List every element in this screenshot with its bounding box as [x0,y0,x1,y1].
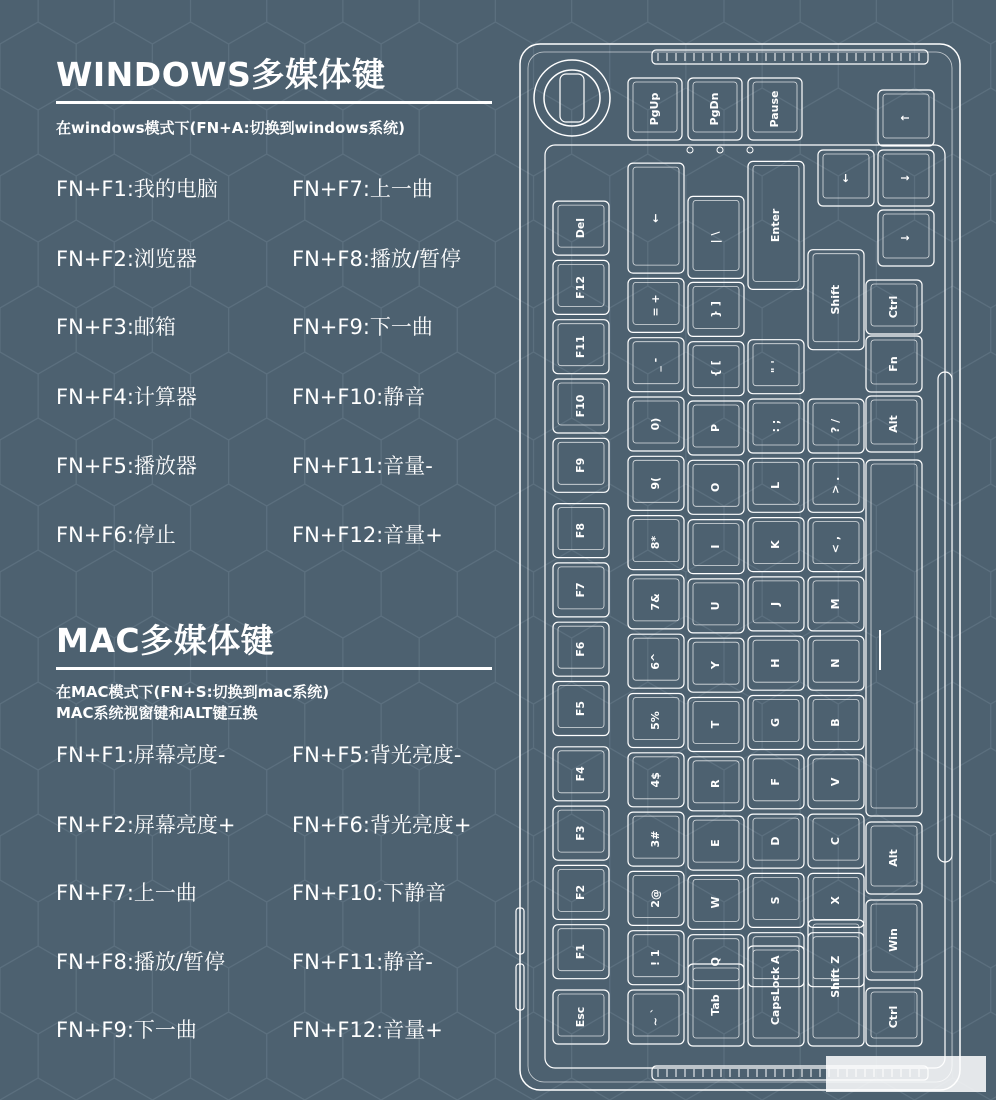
keycap-label: 7& [649,593,662,611]
keycap [628,634,684,688]
keycap [688,935,744,989]
keycap-label: } ] [709,301,722,318]
keycap [688,282,744,336]
keycap [878,90,934,146]
keycap-label: S [769,896,782,905]
keycap [808,636,864,690]
keycap [628,338,684,392]
keycap [808,696,864,750]
keycap-label: H [769,658,782,668]
keycap [748,340,804,394]
keycap [748,696,804,750]
keycap-label: PgDn [708,92,721,126]
keycap-label: P [709,423,722,433]
keycap [818,150,874,206]
keycap [748,518,804,572]
windows-shortcut-item: FN+F5:播放器 [56,454,197,478]
keycap-label: F2 [574,884,587,900]
keycap-label: J [769,601,782,606]
keycap-label: ~ ` [649,1007,662,1027]
keycap-label: A [769,955,782,964]
keycap [748,636,804,690]
keycap [748,755,804,809]
keycap-label: 4$ [649,772,662,788]
keycap-label: Ctrl [887,295,900,319]
keycap-label: ! 1 [649,949,662,966]
keycap [628,575,684,629]
keycap-label: W [709,896,722,909]
keycap-label: ↑ [899,113,912,123]
indicator-led [747,147,753,153]
keycap [808,458,864,512]
keycap-label: F12 [574,275,587,299]
keycap-label: F4 [574,766,587,782]
keycap [688,875,744,929]
windows-shortcut-item: FN+F6:停止 [56,523,176,547]
keycap-label: D [769,836,782,846]
keycap-label: 0) [649,417,662,431]
windows-shortcut-item: FN+F8:播放/暂停 [292,247,461,271]
keycap-label: F6 [574,641,587,657]
keycap [748,814,804,868]
windows-subtitle: 在windows模式下(FN+A:切换到windows系统) [56,119,405,137]
keycap [688,460,744,514]
keycap [688,401,744,455]
keycap [553,990,609,1044]
keycap [553,320,609,374]
windows-shortcut-item: FN+F3:邮箱 [56,315,176,339]
mac-shortcut-item: FN+F10:下静音 [292,881,447,905]
keycap-label: 2@ [649,889,662,908]
keycap [808,399,864,453]
keycap [808,518,864,572]
keycap [688,816,744,870]
keycap-label: > . [829,476,842,494]
indicator-led [717,147,723,153]
keycap-label: ← [649,213,662,223]
keycap [628,78,682,140]
windows-shortcut-item: FN+F11:音量- [292,454,433,478]
mac-shortcut-item: FN+F9:下一曲 [56,1018,197,1042]
keycap [688,757,744,811]
keycap [866,280,922,334]
keycap [866,460,922,816]
knob-grip [560,74,584,122]
keycap-label: F [769,778,782,786]
keycap-label: : ; [769,419,782,433]
keycap [628,694,684,748]
keycap-label: Q [709,957,722,967]
mac-shortcut-item: FN+F2:屏幕亮度+ [56,813,236,837]
keycap [553,201,609,255]
mac-subtitle-note: MAC系统视窗键和ALT键互换 [56,704,258,722]
keycap-label: L [769,481,782,489]
windows-shortcut-item: FN+F4:计算器 [56,385,197,409]
keycap-label: V [829,777,842,787]
keycap [688,342,744,396]
keycap-label: 9( [649,476,662,490]
mac-subtitle: 在MAC模式下(FN+S:切换到mac系统) [56,683,330,701]
keycap-label: C [829,837,842,846]
keycap [553,865,609,919]
keycap-label: PgUp [648,92,661,126]
keycap-label: N [829,658,842,668]
keycap-label: F5 [574,700,587,717]
keycap [866,988,922,1046]
mac-shortcut-item: FN+F6:背光亮度+ [292,813,472,837]
keycap-label: _ - [649,357,662,372]
keycap-label: Y [709,661,722,670]
keycap-label: | \ [709,231,722,244]
keycap [808,933,864,987]
keycap [878,150,934,206]
indicator-led [687,147,693,153]
keycap-label: Shift [829,284,842,315]
keycap-label: Pause [768,90,781,128]
mac-shortcut-item: FN+F11:静音- [292,950,433,974]
keycap [628,278,684,332]
keycap-label: O [709,482,722,492]
keycap [553,925,609,979]
keycap-label: { [ [709,360,722,378]
keycap [628,990,684,1044]
keycap [748,399,804,453]
keycap-label: X [829,896,842,905]
keycap-label: 8* [649,535,662,550]
keycap [553,563,609,617]
keycap-label: E [709,839,722,847]
windows-shortcut-item: FN+F10:静音 [292,385,426,409]
mac-shortcut-item: FN+F8:播放/暂停 [56,950,225,974]
keycap-label: F10 [574,394,587,418]
keycap-label: Esc [574,1006,587,1028]
keycap-label: F11 [574,335,587,359]
windows-shortcut-item: FN+F2:浏览器 [56,247,197,271]
windows-shortcut-item: FN+F9:下一曲 [292,315,433,339]
keycap [688,638,744,692]
keycap [553,747,609,801]
keycap-label: G [769,717,782,728]
keycap-label: F8 [574,523,587,539]
keycap [628,812,684,866]
keycap-label: 6^ [649,652,662,670]
keycap-label: ↓ [899,173,912,183]
keycap-label: = + [649,294,662,317]
windows-shortcut-item: FN+F1:我的电脑 [56,177,218,201]
keycap [688,520,744,574]
keycap [748,161,804,289]
keycap [866,822,922,894]
keycap-label: F9 [574,457,587,473]
mac-title: MAC多媒体键 [56,621,275,660]
keycap-label: CapsLock [769,966,782,1026]
keycap [808,920,864,1046]
keycap-label: Ctrl [887,1005,900,1029]
keycap-label: Del [574,217,587,239]
keycap-label: U [709,601,722,611]
keycap [866,336,922,392]
keycap [688,964,744,1046]
windows-shortcut-item: FN+F12:音量+ [292,523,443,547]
keycap-label: F1 [574,944,587,960]
keycap [748,933,804,987]
keycap [866,900,922,980]
keycap [748,577,804,631]
keyboard-plate [545,145,945,1068]
keycap [878,210,934,266]
keycap-label: Win [887,928,900,952]
keycap-label: K [769,540,782,549]
watermark-overlay [826,1056,986,1092]
mac-shortcut-item: FN+F5:背光亮度- [292,743,462,767]
windows-title: WINDOWS多媒体键 [56,55,386,94]
keycap [808,577,864,631]
keycap [628,871,684,925]
keycap [553,682,609,736]
keycap-label: I [709,544,722,549]
keycap-label: T [709,720,722,729]
keycap [808,814,864,868]
keycap [688,698,744,752]
keycap [748,78,802,140]
knob-ring [534,60,610,136]
keycap [628,163,684,273]
keycap-label: 5% [649,711,662,730]
windows-shortcut-item: FN+F7:上一曲 [292,177,433,201]
keycap [808,250,864,350]
keycap-label: Tab [709,994,722,1016]
keycap [688,579,744,633]
keycap [553,806,609,860]
mac-shortcut-item: FN+F1:屏幕亮度- [56,743,226,767]
keycap-label: < , [829,535,842,554]
keycap-label: 3# [649,830,662,848]
keycap-label: ? / [829,418,842,434]
keycap-label: F7 [574,582,587,598]
keycap [553,504,609,558]
keycap [553,622,609,676]
keycap-label: Z [829,955,842,964]
keycap [808,873,864,927]
keycap [628,397,684,451]
keycap [688,196,744,278]
keycap-label: Alt [887,415,900,433]
keycap-label: Alt [887,849,900,867]
keycap [808,755,864,809]
keycap-label: Fn [887,356,900,372]
keycap-label: Enter [769,208,782,243]
keycap-label: F3 [574,825,587,841]
keycap [628,753,684,807]
keycap [748,873,804,927]
mac-shortcut-item: FN+F12:音量+ [292,1018,443,1042]
keycap-label: ← [839,173,852,183]
keycap [628,456,684,510]
keycap-label: " ' [769,360,782,374]
keycap-label: R [709,779,722,789]
keycap [553,379,609,433]
keycap [748,458,804,512]
keycap [628,931,684,985]
keycap [553,260,609,314]
keycap-label: Shift [829,968,842,998]
keycap-label: ↓ [899,233,912,243]
keycap [553,438,609,492]
mac-shortcut-item: FN+F7:上一曲 [56,881,197,905]
keycap [628,516,684,570]
keycap [866,396,922,452]
keycap-label: B [829,718,842,727]
keycap-label: M [829,598,842,610]
knob [544,70,600,126]
keycap [688,78,742,140]
